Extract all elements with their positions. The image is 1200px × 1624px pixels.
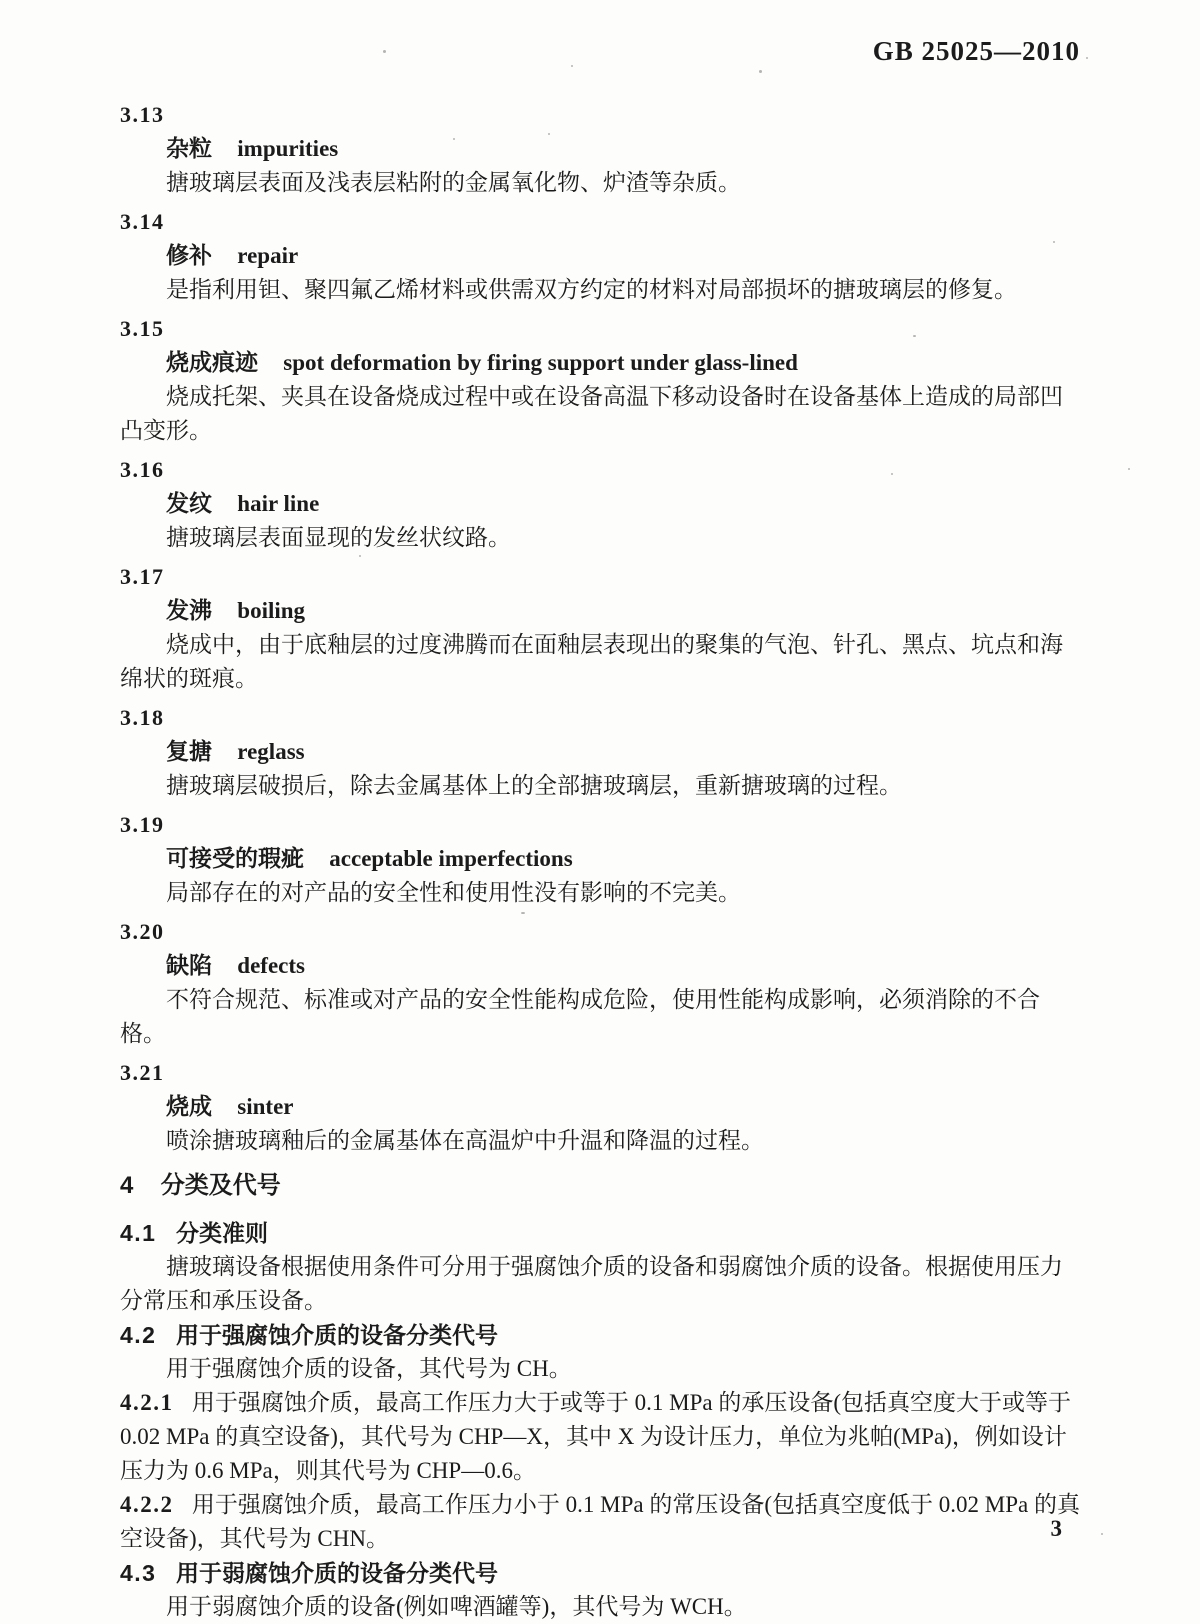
term-definition: 搪玻璃层破损后，除去金属基体上的全部搪玻璃层，重新搪玻璃的过程。 [166,773,902,798]
term-chinese: 烧成痕迹 [166,350,258,375]
subclause-title: 用于弱腐蚀介质的设备分类代号 [176,1560,499,1586]
subclause-number: 4.1 [120,1220,157,1246]
subclause-heading-4-1 [120,1216,1082,1250]
clause-number: 3.15 [120,316,165,341]
term-section-3-20 [120,915,1082,1051]
term-english: acceptable imperfections [329,846,573,871]
subclause-title: 用于强腐蚀介质的设备分类代号 [176,1322,499,1348]
subclause-number: 4.2.2 [120,1492,174,1517]
term-section-3-18 [120,701,1082,803]
term-definition: 搪玻璃层表面及浅表层粘附的金属氧化物、炉渣等杂质。 [166,170,741,195]
chapter-heading [120,1169,1082,1203]
term-section-3-17 [120,560,1082,696]
term-english: hair line [237,491,320,516]
scan-speck [1086,57,1088,59]
term-section-3-15 [120,312,1082,448]
clause-number: 3.21 [120,1060,165,1085]
term-chinese: 可接受的瑕疵 [166,846,304,871]
subclause-body: 用于强腐蚀介质，最高工作压力小于 0.1 MPa 的常压设备(包括真空度低于 0.02 MPa 的真空设备)，其代号为 CHN。 [120,1492,1080,1551]
term-section-3-21 [120,1056,1082,1158]
scan-speck [1101,1533,1103,1535]
term-english: spot deformation by firing support under glass-lined [283,350,798,375]
clause-number: 3.14 [120,209,165,234]
term-chinese: 烧成 [166,1094,212,1119]
term-line [166,949,1082,983]
standard-number: GB 25025—2010 [872,36,1080,66]
term-chinese: 修补 [166,243,212,268]
term-english: reglass [237,739,305,764]
document-content [120,98,1082,1624]
subclause-body-4-2: 用于强腐蚀介质的设备，其代号为 CH。 [166,1356,572,1381]
term-line [166,239,1082,273]
term-section-3-13 [120,98,1082,200]
page-number: 3 [1050,1516,1062,1541]
term-chinese: 发沸 [166,598,212,623]
subclause-number: 4.2.1 [120,1390,174,1415]
subclause-body: 用于强腐蚀介质，最高工作压力大于或等于 0.1 MPa 的承压设备(包括真空度大于或等于 0.02 MPa 的真空设备)，其代号为 CHP—X，其中 X 为设计压力，单位为兆帕(MPa)，例如设计压力为 0.6 MPa，则其代号为 CHP—0.6。 [120,1390,1072,1483]
document-header [120,36,1080,66]
chapter-number: 4 [120,1172,135,1199]
term-chinese: 杂粒 [166,136,212,161]
term-chinese: 复搪 [166,739,212,764]
term-line [166,1090,1082,1124]
scan-speck [1128,468,1130,470]
term-chinese: 发纹 [166,491,212,516]
term-line [166,346,1082,380]
term-english: defects [237,953,305,978]
clause-number: 3.13 [120,102,165,127]
subclause-heading-4-3 [120,1556,1082,1590]
term-definition: 喷涂搪玻璃釉后的金属基体在高温炉中升温和降温的过程。 [166,1128,764,1153]
term-definition: 是指利用钽、聚四氟乙烯材料或供需双方约定的材料对局部损坏的搪玻璃层的修复。 [166,277,1017,302]
term-definition: 烧成托架、夹具在设备烧成过程中或在设备高温下移动设备时在设备基体上造成的局部凹凸变形。 [120,384,1063,443]
clause-number: 3.17 [120,564,165,589]
term-line [166,132,1082,166]
term-english: boiling [237,598,306,623]
subclause-paragraph-4-2-1 [120,1386,1082,1488]
subclause-body-4-1: 搪玻璃设备根据使用条件可分用于强腐蚀介质的设备和弱腐蚀介质的设备。根据使用压力分常压和承压设备。 [120,1254,1063,1313]
scan-speck [759,70,762,73]
chapter-title: 分类及代号 [160,1172,281,1199]
term-definition: 不符合规范、标准或对产品的安全性能构成危险，使用性能构成影响，必须消除的不合格。 [120,987,1040,1046]
subclause-title: 分类准则 [176,1220,269,1246]
clause-number: 3.16 [120,457,165,482]
term-definition: 局部存在的对产品的安全性和使用性没有影响的不完美。 [166,880,741,905]
term-line [166,487,1082,521]
term-line [166,842,1082,876]
clause-number: 3.20 [120,919,165,944]
term-definition: 烧成中，由于底釉层的过度沸腾而在面釉层表现出的聚集的气泡、针孔、黑点、坑点和海绵状的斑痕。 [120,632,1063,691]
subclause-body-4-3: 用于弱腐蚀介质的设备(例如啤酒罐等)，其代号为 WCH。 [166,1594,747,1619]
clause-number: 3.19 [120,812,165,837]
term-line [166,735,1082,769]
term-english: impurities [237,136,339,161]
subclause-number: 4.3 [120,1560,157,1586]
term-english: repair [237,243,299,268]
term-definition: 搪玻璃层表面显现的发丝状纹路。 [166,525,511,550]
term-english: sinter [237,1094,294,1119]
subclause-number: 4.2 [120,1322,157,1348]
term-section-3-14 [120,205,1082,307]
clause-number: 3.18 [120,705,165,730]
term-section-3-19 [120,808,1082,910]
term-chinese: 缺陷 [166,953,212,978]
term-line [166,594,1082,628]
subclause-heading-4-2 [120,1318,1082,1352]
term-section-3-16 [120,453,1082,555]
subclause-paragraph-4-2-2 [120,1488,1082,1556]
